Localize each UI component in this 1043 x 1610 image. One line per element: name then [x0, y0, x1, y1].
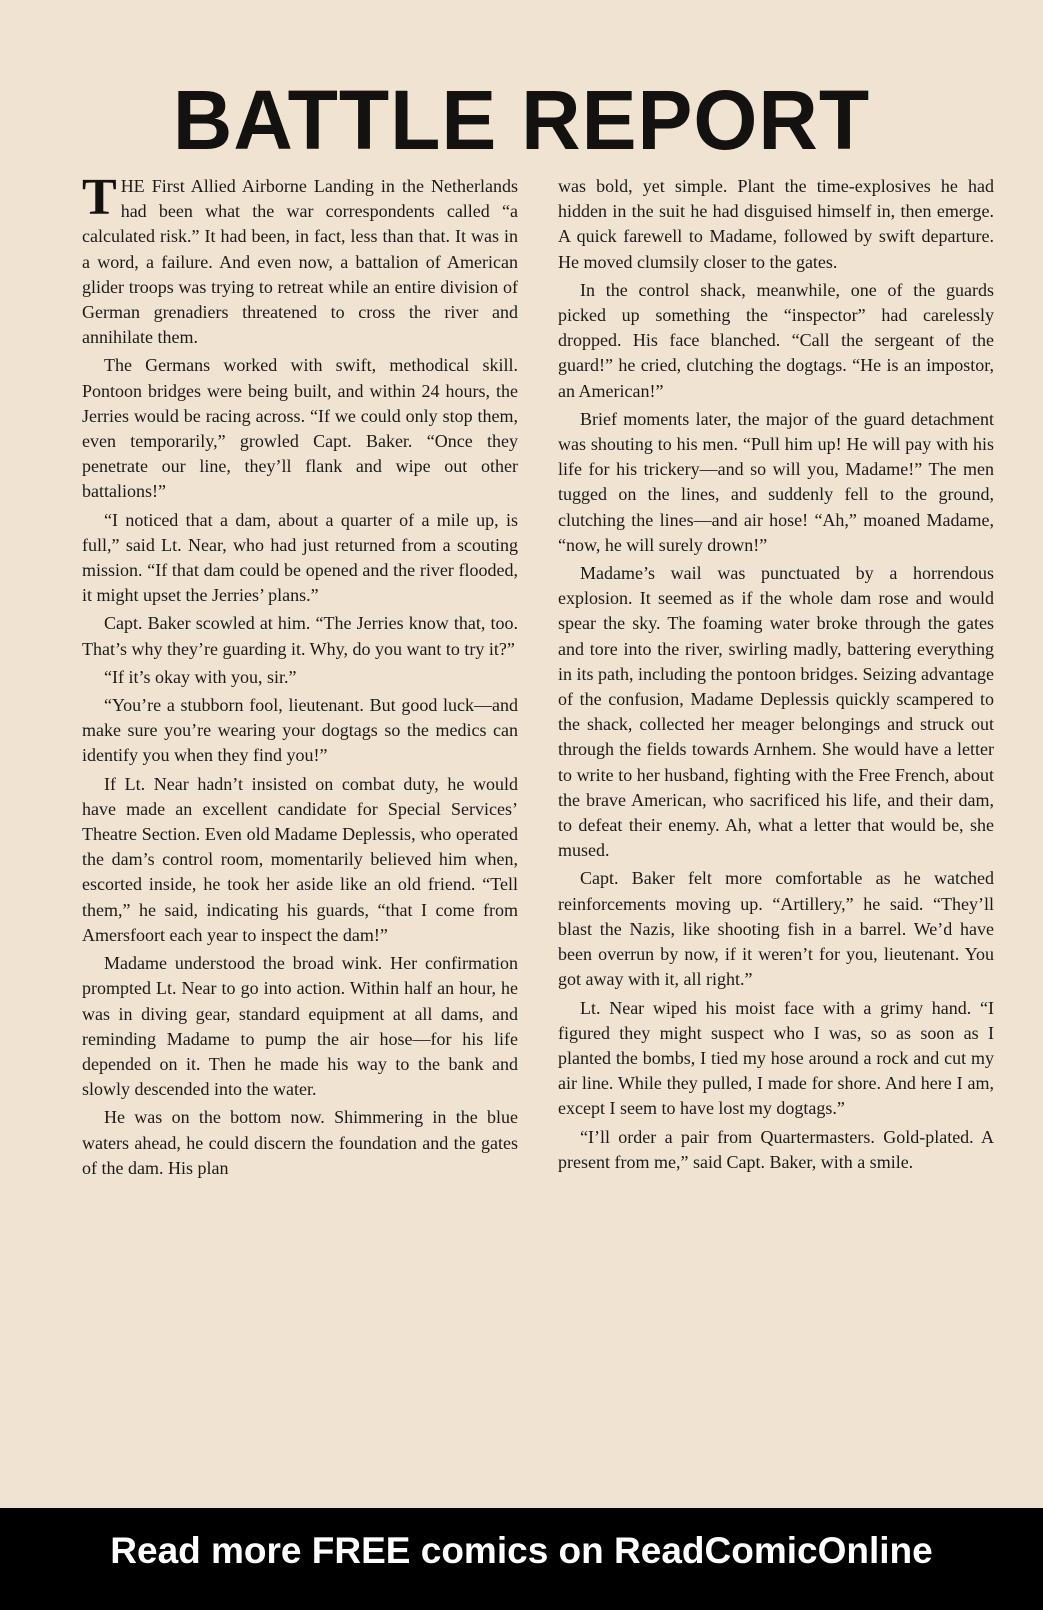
opening-caps: HE	[120, 176, 145, 196]
paragraph	[82, 169, 518, 350]
paragraph-text: First Allied Airborne Landing in the Netherlands had been what the war correspondents called “a calculated risk.” It had been, in fact, less than that. It was in a word, a failure. And even now, a battalion of American glider troops was trying to retreat while an entire division of German grenadiers threatened to cross the river and annihilate them.	[82, 176, 518, 348]
paragraph: In the control shack, meanwhile, one of the guards picked up something the “inspector” had carelessly dropped. His face blanched. “Call the sergeant of the guard!” he cried, clutching the dogtags. “He is an impostor, an American!”	[558, 279, 994, 401]
paragraph: Brief moments later, the major of the guard detachment was shouting to his men. “Pull him up! He will pay with his life for his trickery—and so will you, Madame!” The men tugged on the lines, and suddenly fell to the ground, clutching the lines—and air hose! “Ah,” moaned Madame, “now, he will surely drown!”	[558, 408, 994, 555]
paragraph: Capt. Baker scowled at him. “The Jerries know that, too. That’s why they’re guarding it. Why, do you want to try it?”	[82, 613, 518, 659]
paragraph: The Germans worked with swift, methodical skill. Pontoon bridges were being built, and within 24 hours, the Jerries would be racing across. “If we could only stop them, even temporarily,” growled Capt. Baker. “Once they penetrate our line, they’ll flank and wipe out other battalions!”	[82, 355, 518, 502]
paragraph: “If it’s okay with you, sir.”	[104, 666, 297, 687]
paragraph: Capt. Baker felt more comfortable as he watched reinforcements moving up. “Artillery,” he said. “They’ll blast the Nazis, like shooting fish in a barrel. We’d have been overrun by now, if it weren’t for you, lieutenant. You got away with it, all right.”	[558, 868, 994, 990]
drop-cap: T	[82, 169, 117, 226]
paragraph: “I noticed that a dam, about a quarter of a mile up, is full,” said Lt. Near, who had just returned from a scouting mission. “If that dam could be opened and the river flooded, it might upset the Jerries’ plans.”	[82, 509, 518, 606]
paragraph: He was on the bottom now. Shimmering in the blue waters ahead, he could discern the foundation and the gates of the dam. His plan	[82, 1107, 518, 1178]
paragraph: Madame’s wail was punctuated by a horrendous explosion. It seemed as if the whole dam rose and would spear the sky. The foaming water broke through the gates and tore into the river, swirling madly, battering everything in its path, including the pontoon bridges. Seizing advantage of the confusion, Madame Deplessis quickly scampered to the shack, collected her meager belongings and struck out through the fields towards Arnhem. She would have a letter to write to her husband, fighting with the Free French, about the brave American, who sacrificed his life, and their dam, to defeat their enemy. Ah, what a letter that would be, she mused.	[558, 563, 994, 861]
footer-promo-text[interactable]: Read more FREE comics on ReadComicOnline	[110, 1530, 933, 1571]
paragraph: Madame understood the broad wink. Her confirmation prompted Lt. Near to go into action. Within half an hour, he was in diving gear, standard equipment at all dams, and reminding Madame to pump the air hose—for his life depended on it. Then he made his way to the bank and slowly descended into the water.	[82, 953, 518, 1100]
page-title: BATTLE REPORT	[172, 73, 871, 167]
paragraph: If Lt. Near hadn’t insisted on combat duty, he would have made an excellent candidate for Special Services’ Theatre Section. Even old Madame Deplessis, who operated the dam’s control room, momentarily believed him when, escorted inside, he took her aside like an old friend. “Tell them,” he said, indicating his guards, “that I come from Amersfoort each year to inspect the dam!”	[82, 773, 518, 945]
paragraph: “I’ll order a pair from Quartermasters. Gold-plated. A present from me,” said Capt. Baker, with a smile.	[558, 1126, 994, 1172]
paragraph: “You’re a stubborn fool, lieutenant. But good luck—and make sure you’re wearing your dogtags so the medics can identify you when they find you!”	[82, 695, 518, 766]
text-column-right	[558, 174, 994, 1178]
text-column-left	[82, 169, 518, 1184]
paragraph: was bold, yet simple. Plant the time-explosives he had hidden in the suit he had disguised himself in, then emerge. A quick farewell to Madame, followed by swift departure. He moved clumsily closer to the gates.	[558, 176, 994, 272]
paragraph: Lt. Near wiped his moist face with a grimy hand. “I figured they might suspect who I was, so as soon as I planted the bombs, I tied my hose around a rock and cut my air line. While they pulled, I made for shore. And here I am, except I seem to have lost my dogtags.”	[558, 997, 994, 1119]
